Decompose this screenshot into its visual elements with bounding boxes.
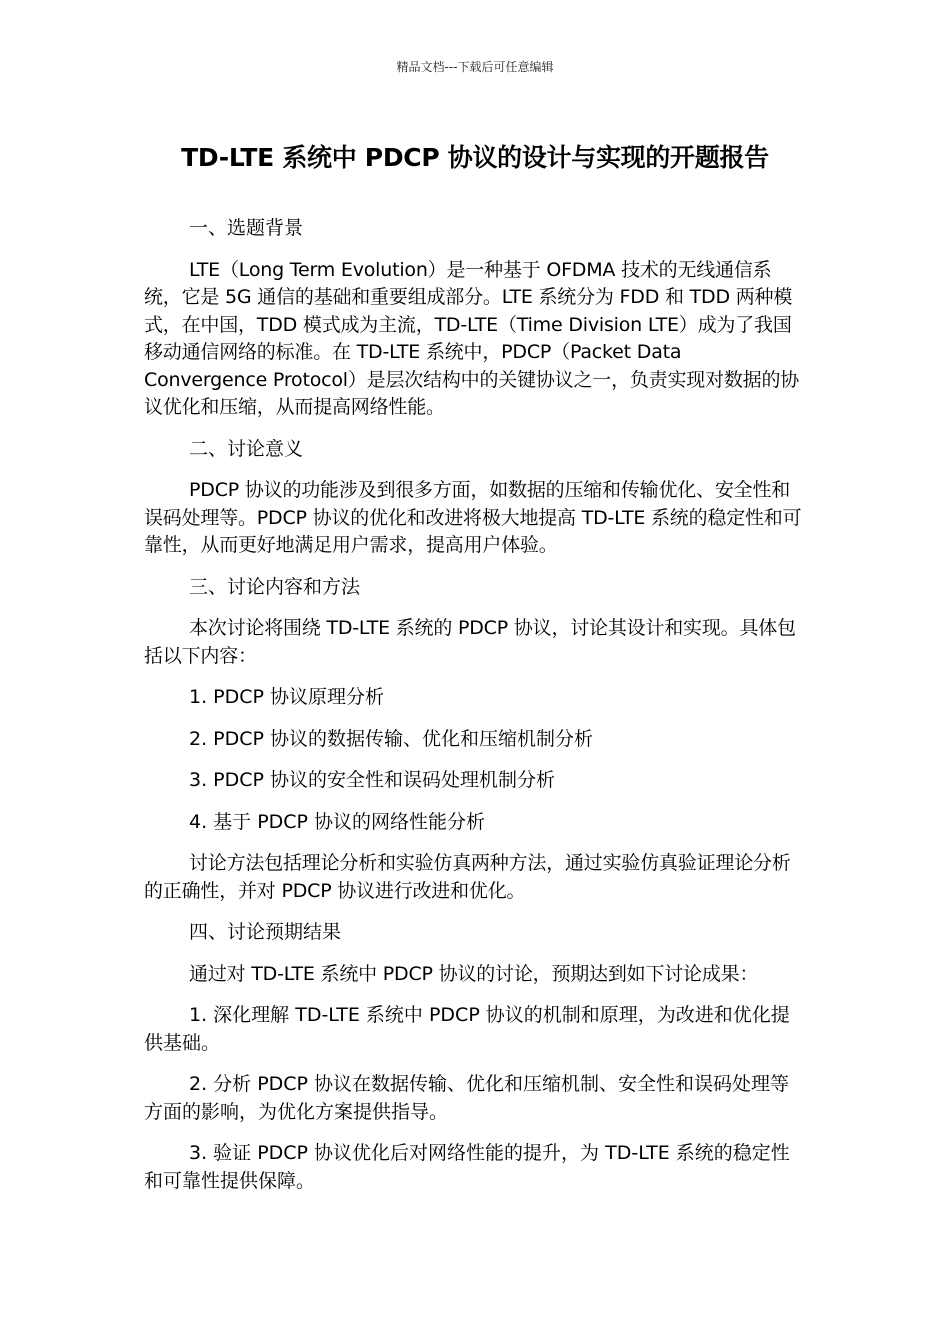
section-heading-content-method: 三、讨论内容和方法 bbox=[189, 575, 361, 598]
list-item: 3. 验证 PDCP 协议优化后对网络性能的提升，为 TD-LTE 系统的稳定性和可靠性提供保障。 bbox=[144, 1142, 790, 1192]
paragraph-significance: PDCP 协议的功能涉及到很多方面，如数据的压缩和传输优化、安全性和误码处理等。PDCP 协议的优化和改进将极大地提高 TD-LTE 系统的稳定性和可靠性，从而更好地满足用户需求，提高用户体验。 bbox=[144, 479, 802, 556]
header-watermark: 精品文档---下载后可任意编辑 bbox=[396, 60, 554, 74]
section-heading-significance: 二、讨论意义 bbox=[189, 437, 304, 460]
list-item: 2. 分析 PDCP 协议在数据传输、优化和压缩机制、安全性和误码处理等方面的影响，为优化方案提供指导。 bbox=[144, 1073, 790, 1123]
list-item: 3. PDCP 协议的安全性和误码处理机制分析 bbox=[189, 769, 556, 791]
list-item: 4. 基于 PDCP 协议的网络性能分析 bbox=[189, 810, 486, 833]
paragraph-method: 讨论方法包括理论分析和实验仿真两种方法，通过实验仿真验证理论分析的正确性，并对 PDCP 协议进行改进和优化。 bbox=[144, 852, 791, 902]
list-item: 2. PDCP 协议的数据传输、优化和压缩机制分析 bbox=[189, 727, 594, 750]
document-title: TD-LTE 系统中 PDCP 协议的设计与实现的开题报告 bbox=[181, 143, 769, 172]
section-heading-expected-results: 四、讨论预期结果 bbox=[189, 921, 342, 943]
paragraph-background: LTE（Long Term Evolution）是一种基于 OFDMA 技术的无线通信系统，它是 5G 通信的基础和重要组成部分。LTE 系统分为 FDD 和 TDD 两种模式，在中国，TDD 模式成为主流，TD-LTE（Time Division LTE）成为了我国移动通信网络的标准。在 TD-LTE 系统中，PDCP（Packet Data Convergence Protocol）是层次结构中的关键协议之一，负责实现对数据的协议优化和压缩，从而提高网络性能。 bbox=[144, 258, 800, 418]
paragraph-results-intro: 通过对 TD-LTE 系统中 PDCP 协议的讨论，预期达到如下讨论成果： bbox=[189, 962, 759, 985]
list-item: 1. PDCP 协议原理分析 bbox=[189, 686, 385, 708]
document-body bbox=[144, 215, 806, 1209]
list-item: 1. 深化理解 TD-LTE 系统中 PDCP 协议的机制和原理，为改进和优化提供基础。 bbox=[144, 1004, 790, 1054]
paragraph-content-intro: 本次讨论将围绕 TD-LTE 系统的 PDCP 协议，讨论其设计和实现。具体包括以下内容： bbox=[144, 617, 796, 667]
section-heading-background: 一、选题背景 bbox=[189, 217, 304, 239]
